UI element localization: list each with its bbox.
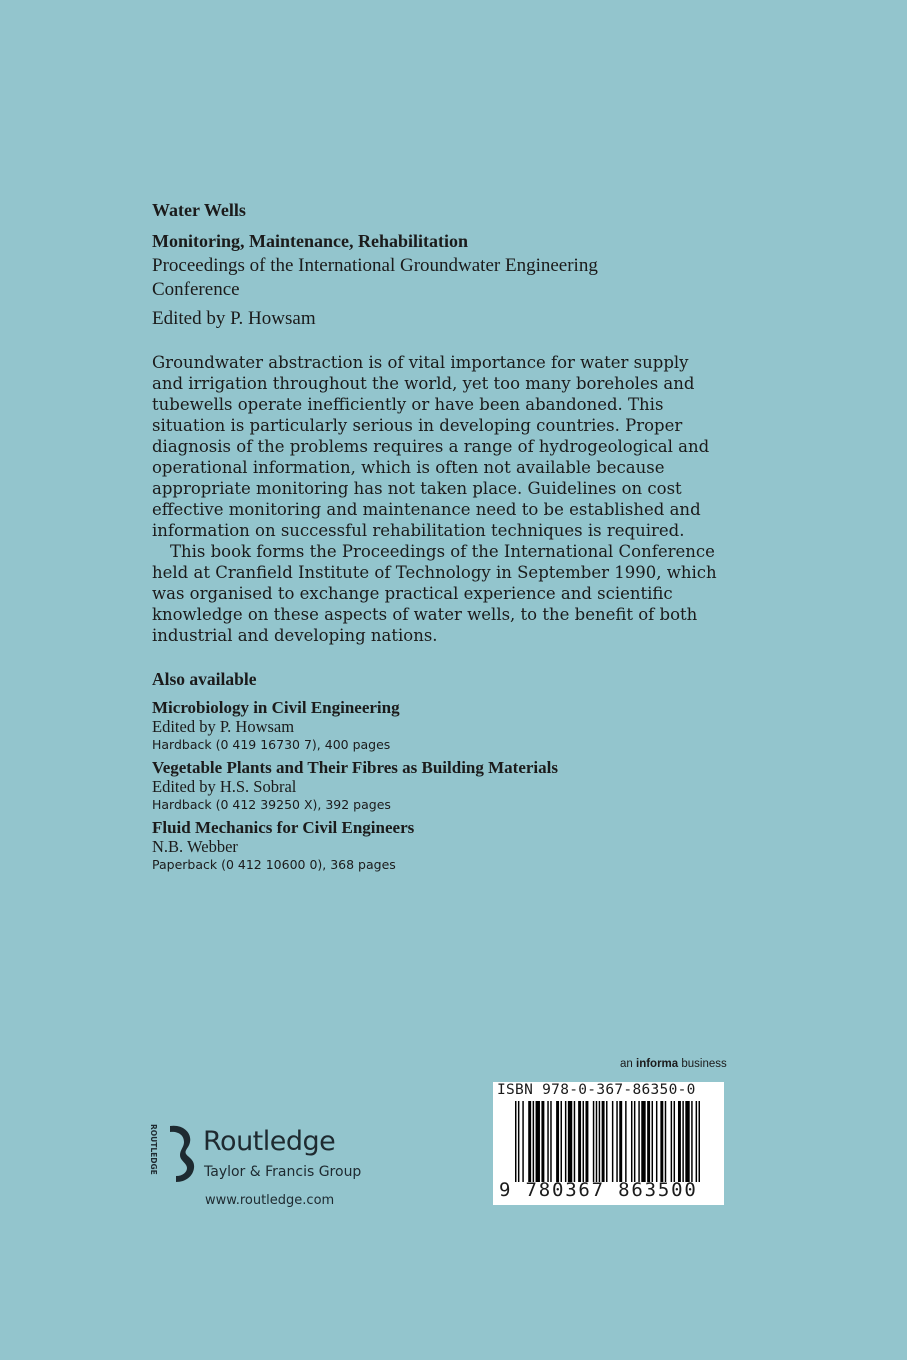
barcode-bar xyxy=(522,1101,523,1182)
informa-brand: informa xyxy=(636,1058,679,1070)
related-book-title: Fluid Mechanics for Civil Engineers xyxy=(152,818,415,837)
barcode-bar xyxy=(565,1101,566,1182)
barcode-bar xyxy=(699,1101,700,1182)
title-block xyxy=(152,200,772,330)
barcode-bar xyxy=(665,1101,666,1182)
barcode-bar xyxy=(583,1101,584,1182)
barcode-bar xyxy=(652,1101,653,1182)
blurb-paragraph-2: This book forms the Proceedings of the International Conference held at Cranfield Institute of Technology in September 1990, which was organised to exchange practical experience and scientific knowledge on these aspects of water wells, to the benefit of both industrial and developing nations. xyxy=(152,542,717,645)
book-editor: Edited by P. Howsam xyxy=(152,308,316,329)
barcode-bar xyxy=(647,1101,650,1182)
list-item xyxy=(152,758,752,813)
barcode-bar xyxy=(696,1101,697,1182)
barcode-bar xyxy=(561,1101,562,1182)
barcode-bar xyxy=(536,1101,540,1182)
barcode-bar xyxy=(515,1101,516,1182)
barcode-bar xyxy=(674,1101,675,1182)
routledge-vertical-mark xyxy=(148,1122,162,1182)
barcode-bar xyxy=(585,1101,588,1182)
barcode-bar xyxy=(528,1101,531,1182)
informa-prefix: an xyxy=(620,1058,633,1070)
barcode-bar xyxy=(631,1101,632,1182)
blurb-paragraph-1: Groundwater abstraction is of vital importance for water supply and irrigation throughout the world, yet too many boreholes and tubewells operate inefficiently or have been abandoned. This situation is particularly serious in developing countries. Proper diagnosis of the problems requires a range of hydrogeological and operational information, which is often not available because appropriate monitoring has not taken place. Guidelines on cost effective monitoring and maintenance need to be established and information on successful rehabilitation techniques is required. xyxy=(152,353,710,540)
barcode-bar xyxy=(602,1101,605,1182)
blurb xyxy=(152,352,722,646)
routledge-logo xyxy=(148,1122,368,1186)
barcode-bar xyxy=(619,1101,622,1182)
barcode-bar xyxy=(612,1101,613,1182)
book-title: Water Wells xyxy=(152,200,246,220)
related-book-info: Paperback (0 412 10600 0), 368 pages xyxy=(152,857,396,872)
barcode-bar xyxy=(685,1101,689,1182)
barcode-bar xyxy=(593,1101,594,1182)
related-book-editor: N.B. Webber xyxy=(152,837,238,856)
list-item xyxy=(152,818,752,873)
barcode-bar xyxy=(638,1101,639,1182)
barcode-bar xyxy=(656,1101,657,1182)
related-book-editor: Edited by P. Howsam xyxy=(152,717,295,736)
barcode-bar xyxy=(599,1101,600,1182)
list-item xyxy=(152,698,752,753)
barcode-bars xyxy=(515,1101,700,1182)
barcode-bar xyxy=(678,1101,681,1182)
barcode-bar xyxy=(574,1101,575,1182)
related-book-title: Microbiology in Civil Engineering xyxy=(152,698,400,717)
informa-tagline xyxy=(620,1058,727,1070)
barcode-bar xyxy=(541,1101,544,1182)
also-available-heading: Also available xyxy=(152,669,257,689)
publisher-name: Routledge xyxy=(203,1126,336,1157)
isbn-label: ISBN 978-0-367-86350-0 xyxy=(497,1082,696,1098)
barcode-bar xyxy=(682,1101,683,1182)
barcode-bar xyxy=(616,1101,617,1182)
barcode-bar xyxy=(671,1101,672,1182)
barcode-bar xyxy=(691,1101,692,1182)
book-subtitle: Monitoring, Maintenance, Rehabilitation xyxy=(152,231,468,251)
barcode-bar xyxy=(518,1101,519,1182)
proceedings-line-2: Conference xyxy=(152,279,240,300)
related-book-title: Vegetable Plants and Their Fibres as Building Materials xyxy=(152,758,558,777)
barcode-bar xyxy=(596,1101,597,1182)
proceedings-line-1: Proceedings of the International Groundwater Engineering xyxy=(152,255,598,276)
barcode-bar xyxy=(550,1101,551,1182)
informa-suffix: business xyxy=(681,1058,727,1070)
routledge-vertical-text: ROUTLEDGE xyxy=(149,1124,158,1175)
barcode-number: 9 780367 863500 xyxy=(499,1179,698,1201)
barcode-bar xyxy=(634,1101,635,1182)
related-book-info: Hardback (0 412 39250 X), 392 pages xyxy=(152,797,391,812)
barcode-bar xyxy=(625,1101,626,1182)
related-book-editor: Edited by H.S. Sobral xyxy=(152,777,297,796)
barcode-bar xyxy=(533,1101,534,1182)
barcode-bar xyxy=(606,1101,607,1182)
barcode-bar xyxy=(547,1101,548,1182)
barcode-bar xyxy=(641,1101,645,1182)
routledge-head-icon xyxy=(162,1124,198,1184)
barcode-bar xyxy=(578,1101,581,1182)
publisher-group: Taylor & Francis Group xyxy=(204,1164,362,1180)
isbn-barcode xyxy=(493,1082,724,1205)
publisher-url[interactable]: www.routledge.com xyxy=(205,1193,335,1208)
barcode-bar xyxy=(660,1101,663,1182)
related-book-info: Hardback (0 419 16730 7), 400 pages xyxy=(152,737,391,752)
barcode-bar xyxy=(556,1101,559,1182)
barcode-bar xyxy=(568,1101,572,1182)
also-available-section xyxy=(152,669,752,878)
